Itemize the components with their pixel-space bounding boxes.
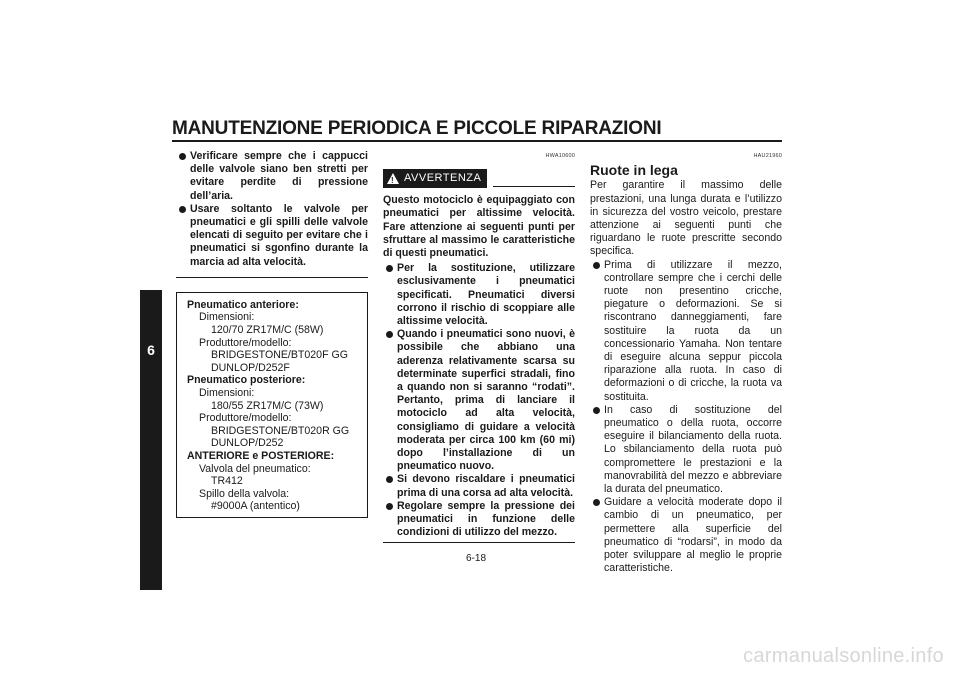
spec-value: BRIDGESTONE/BT020F GG: [211, 349, 348, 362]
bullet-dot-icon: [386, 476, 393, 483]
spec-label: Produttore/modello:: [199, 412, 292, 425]
page-title: MANUTENZIONE PERIODICA E PICCOLE RIPARAZIONI: [172, 118, 662, 139]
bullet-dot-icon: [386, 503, 393, 510]
list-item: In caso di sostituzione del pneumatico o della ruota, occorre eseguire il bilanciamento della ruota. Lo sbilanciamento della ruota può compromettere le prestazioni e la manovrabilità del mezzo e abbreviare la durata del pneumatico.: [590, 404, 782, 496]
bullet-dot-icon: [593, 499, 600, 506]
spec-label: Spillo della valvola:: [199, 487, 290, 500]
spec-label: Dimensioni:: [199, 386, 255, 399]
warning-bullets: [383, 262, 575, 539]
spec-value: #9000A (antentico): [211, 500, 300, 513]
bullet-dot-icon: [593, 262, 600, 269]
list-item: Prima di utilizzare il mezzo, controllare sempre che i cerchi delle ruote non presentino cricche, piegature o deformazioni. Se si riscontrano danneggiamenti, fare sostituire la ruota da un concessionario Yamaha. Non tentare di eseguire alcuna seppur piccola riparazione alla ruota. In caso di deformazioni o di cricche, la ruota va sostituita.: [590, 259, 782, 404]
warning-triangle-icon: !: [387, 173, 399, 184]
page-number: 6-18: [466, 553, 487, 564]
spec-label: Dimensioni:: [199, 311, 255, 324]
list-item: Guidare a velocità moderate dopo il cambio di un pneumatico, per permettere alla superficie del pneumatico di “rodarsi”, in modo da poter sviluppare al meglio le proprie caratteristiche.: [590, 496, 782, 575]
warning-bottom-rule: [383, 542, 575, 543]
column-1: [176, 150, 368, 518]
spec-label: Valvola del pneumatico:: [199, 462, 311, 475]
spec-label: ANTERIORE e POSTERIORE:: [187, 449, 335, 462]
list-item: Per la sostituzione, utilizzare esclusivamente i pneumatici specificati. Pneumatici diversi corrono il rischio di scoppiare alle altissime velocità.: [383, 262, 575, 328]
bullet-dot-icon: [179, 153, 186, 160]
watermark: carmanualsonline.info: [743, 645, 944, 667]
list-item: Si devono riscaldare i pneumatici prima di una corsa ad alta velocità.: [383, 473, 575, 499]
spec-value: DUNLOP/D252F: [211, 361, 290, 374]
spec-value: BRIDGESTONE/BT020R GG: [211, 424, 350, 437]
spec-label: Produttore/modello:: [199, 336, 292, 349]
list-item: Verificare sempre che i cappucci delle valvole siano ben stretti per evitare perdite di pressione dell’aria.: [176, 150, 368, 203]
column-2: [383, 150, 575, 543]
warning-badge: [383, 169, 487, 188]
title-rule: [172, 140, 782, 142]
tire-valve-bullets: [176, 150, 368, 269]
reference-code: HWA10600: [545, 153, 575, 159]
tire-spec-box: [176, 292, 368, 518]
list-item: Usare soltanto le valvole per pneumatici e gli spilli delle valvole elencati di seguito per evitare che i pneumatici si sgonfino durante la marcia ad alta velocità.: [176, 203, 368, 269]
spec-value: TR412: [211, 475, 243, 488]
column-3: [590, 150, 782, 576]
section-rule: [176, 277, 368, 278]
warning-header: [383, 169, 575, 188]
warning-label: AVVERTENZA: [404, 172, 482, 185]
list-item: Quando i pneumatici sono nuovi, è possibile che abbiano una aderenza relativamente scarsa su determinate superfici stradali, fino a quando non si saranno “rodati”. Pertanto, prima di lanciare il motociclo ad alta velocità, consigliamo di guidare a velocità moderata per circa 100 km (60 mi) dopo l’installazione di un pneumatico nuovo.: [383, 328, 575, 473]
reference-code: HAU21960: [753, 153, 782, 159]
bullet-dot-icon: [593, 407, 600, 414]
spec-label: Pneumatico posteriore:: [187, 374, 306, 387]
section-intro: Per garantire il massimo delle prestazioni, una lunga durata e l’utilizzo in sicurezza del vostro veicolo, prestare attenzione ai seguenti punti che riguardano le ruote prescritte secondo specifica.: [590, 179, 782, 258]
bullet-dot-icon: [179, 206, 186, 213]
section-heading: Ruote in lega: [590, 162, 678, 179]
spec-label: Pneumatico anteriore:: [187, 298, 299, 311]
bullet-dot-icon: [386, 331, 393, 338]
bullet-dot-icon: [386, 265, 393, 272]
warning-intro: Questo motociclo è equipaggiato con pneumatici per altissime velocità. Fare attenzione ai seguenti punti per sfruttare al massimo le caratteristiche di questi pneumatici.: [383, 194, 575, 260]
warning-rule: [493, 186, 575, 187]
spec-value: 180/55 ZR17M/C (73W): [211, 399, 324, 412]
chapter-tab: 6: [140, 290, 162, 590]
spec-value: 120/70 ZR17M/C (58W): [211, 324, 324, 337]
wheel-bullets: [590, 259, 782, 576]
spec-value: DUNLOP/D252: [211, 437, 284, 450]
list-item: Regolare sempre la pressione dei pneumatici in funzione delle condizioni di utilizzo del mezzo.: [383, 500, 575, 540]
